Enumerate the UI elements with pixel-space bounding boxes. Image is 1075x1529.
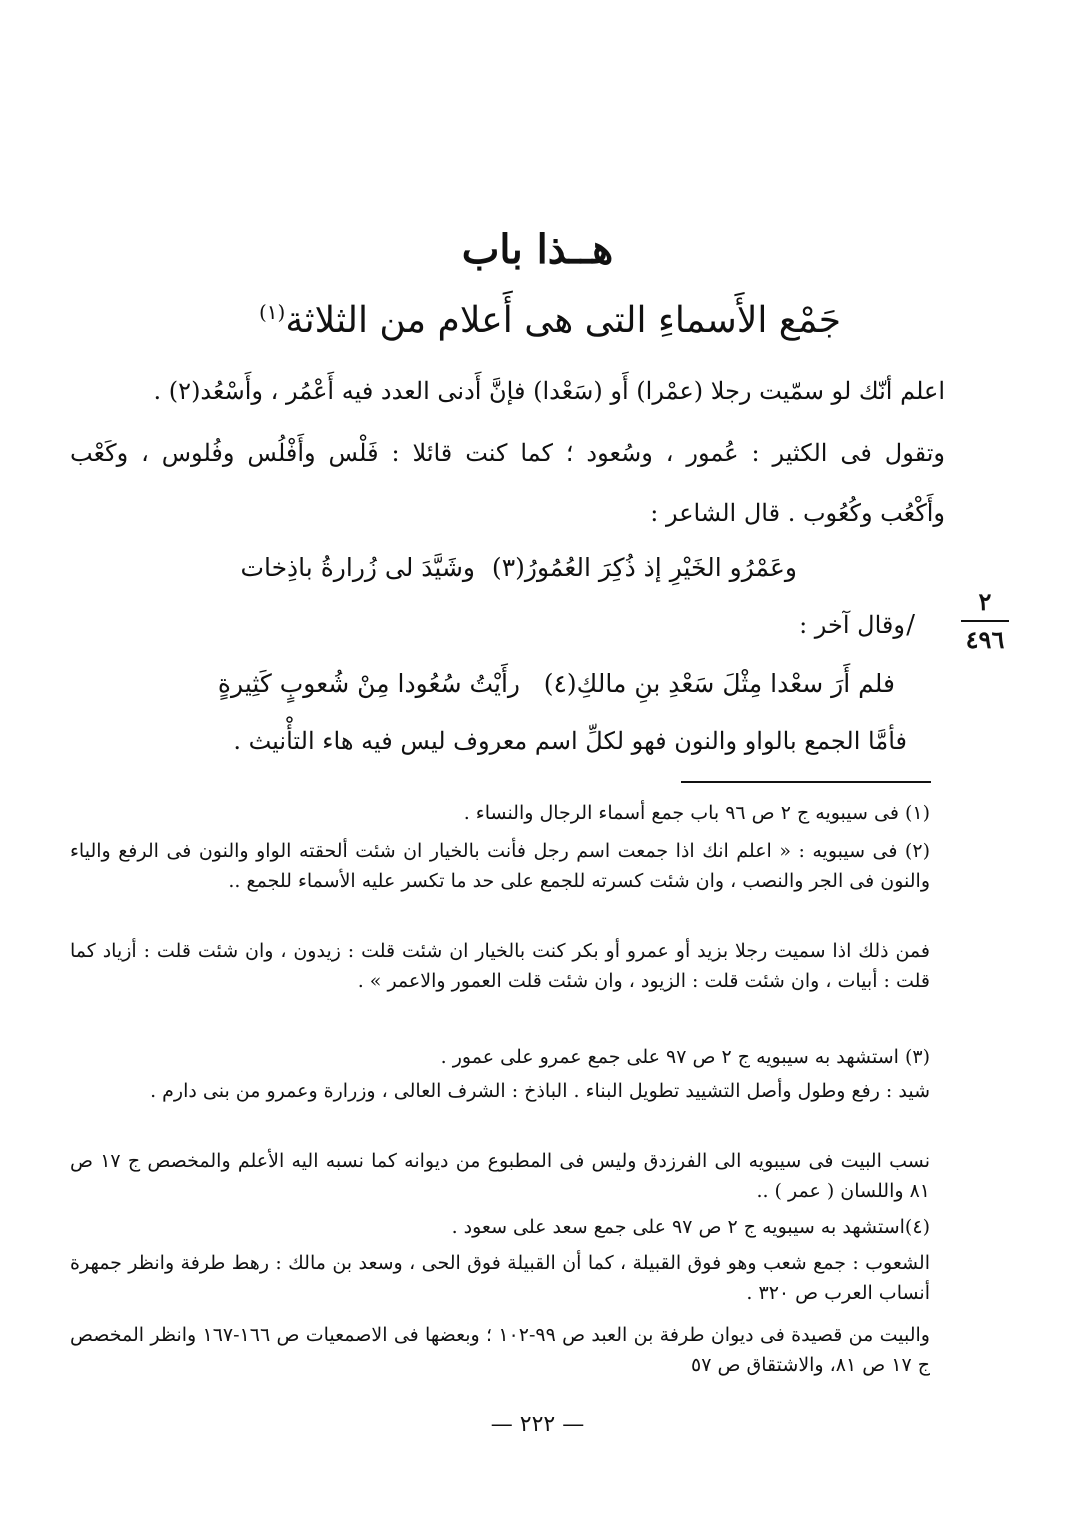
footnote-1: (١) فى سيبويه ج ٢ ص ٩٦ باب جمع أسماء الرجال والنساء . [463, 802, 930, 824]
footnote-4-explanation: الشعوب : جمع شعب وهو فوق القبيلة ، كما أن القبيلة فوق الحى ، وسعد بن مالك : رهط طرفة وانظر جمهرة أنساب العرب ص ٣٢٠ . [70, 1252, 930, 1304]
body-paragraph-4: وقال آخر : [799, 611, 905, 639]
verse-1-left-hemistich: وشَيَّدَ لى زُرارةُ باذِخات [240, 553, 475, 582]
subheading-text: جَمْع الأَسماءِ التى هى أَعلام من الثلاثة [285, 300, 842, 341]
margin-volume: ٢ [978, 587, 992, 616]
verse-2-left-hemistich: رأَيْتُ سُعُودا مِنْ شُعوبٍ كَثِيرةٍ [217, 669, 520, 698]
footnote-separator [681, 781, 931, 783]
margin-rule [961, 620, 1009, 622]
footnote-4-source: والبيت من قصيدة فى ديوان طرفة بن العبد ص ٩٩-١٠٢ ؛ وبعضها فى الاصمعيات ص ١٦٦-١٦٧ وانظر المخصص ج ١٧ ص ٨١، والاشتقاق ص ٥٧ [70, 1324, 930, 1376]
footnote-3-attribution: نسب البيت فى سيبويه الى الفرزدق وليس فى المطبوع من ديوانه كما نسبه اليه الأعلم والمخصص ج ١٧ ص ٨١ واللسان ( عمر ) .. [70, 1150, 931, 1202]
body-paragraph-2: وتقول فى الكثير : عُمور ، وسُعود ؛ كما كنت قائلا : فَلْس وأَفْلُس وفُلوس ، وكَعْب [70, 439, 945, 467]
footnote-3: (٣) استشهد به سيبويه ج ٢ ص ٩٧ على جمع عمرو على عمور . [440, 1046, 930, 1068]
margin-reference [955, 588, 1015, 654]
body-paragraph-1: اعلم أنّك لو سمّيت رجلا (عمْرا) أَو (سَعْدا) فإنَّ أَدنى العدد فيه أَعْمُر ، وأَسْعُد(٢) . [153, 377, 945, 405]
verse-2-right-hemistich: فلم أَرَ سعْدا مِثْلَ سَعْدِ بنِ مالكِ(٤) [543, 669, 895, 698]
footnote-4: (٤)استشهد به سيبويه ج ٢ ص ٩٧ على جمع سعد على سعود . [451, 1216, 930, 1238]
footnote-2: (٢) فى سيبويه : « اعلم انك اذا جمعت اسم رجل فأنت بالخيار ان شئت ألحقته الواو والنون فى الرفع والياء والنون فى الجر والنصب ، وان شئت كسرته للجمع على حد ما تكسر عليه الأسماء للجمع .. [70, 840, 930, 892]
footnote-3-explanation: شيد : رفع وطول وأصل التشييد تطويل البناء . الباذخ : الشرف العالى ، وزرارة وعمرو من بنى دارم . [150, 1080, 930, 1102]
subheading-footnote-ref: (١) [258, 300, 286, 324]
margin-page: ٤٩٦ [965, 625, 1005, 654]
footnote-2-continued: فمن ذلك اذا سميت رجلا بزيد أو عمرو أو بكر كنت بالخيار ان شئت قلت : زيدون ، وان شئت قلت : أزياد كما قلت : أبيات ، وان شئت قلت : الزيود ، وان شئت قلت العمور والاعمر » . [70, 940, 930, 992]
body-paragraph-5: فأمَّا الجمع بالواو والنون فهو لكلِّ اسم معروف ليس فيه هاء التأْنيث . [233, 727, 907, 755]
chapter-heading: هــذا باب [461, 226, 614, 273]
page-number: — ٢٢٢ — [490, 1412, 585, 1437]
chapter-subheading [200, 285, 900, 348]
verse-1-right-hemistich: وعَمْرُو الخَيْرِ إذ ذُكِرَ العُمُورُ(٣) [491, 553, 797, 582]
body-paragraph-3: وأَكْعُب وكُعُوب . قال الشاعر : [650, 499, 945, 527]
insertion-mark: / [906, 610, 915, 640]
